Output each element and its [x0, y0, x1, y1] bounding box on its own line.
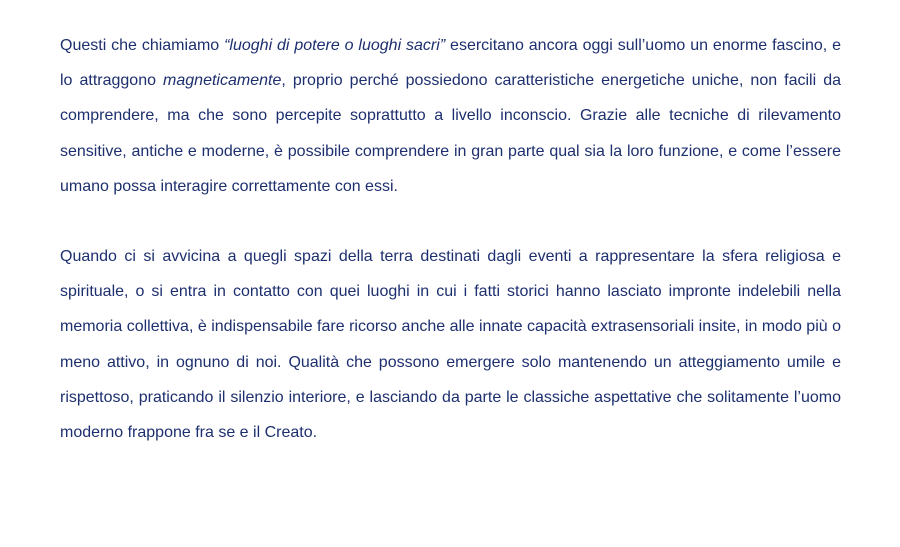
- paragraph-spazi-sacri: Quando ci si avvicina a quegli spazi della terra destinati dagli eventi a rappresentare la sfera religiosa e spirituale, o si entra in contatto con quei luoghi in cui i fatti storici hanno lasciato impronte indelebili nella memoria collettiva, è indispensabile fare ricorso anche alle innate capacità extrasensoriali insite, in modo più o meno attivo, in ognuno di noi. Qualità che possono emergere solo mantenendo un atteggiamento umile e rispettoso, praticando il silenzio interiore, e lasciando da parte le classiche aspettative che solitamente l’uomo moderno frappone fra se e il Creato.: [60, 248, 841, 442]
- paragraph-1-text-end: , proprio perché possiedono caratteristiche energetiche uniche, non facili da comprendere, ma che sono percepite soprattutto a livello inconscio. Grazie alle tecniche di rilevamento sensitive, antiche e moderne, è possibile comprendere in gran parte qual sia la loro funzione, e come l’essere umano possa interagire correttamente con essi.: [60, 72, 842, 195]
- document-body: [60, 28, 841, 450]
- paragraph-1-italic-quote: “luoghi di potere o luoghi sacri”: [224, 37, 446, 54]
- paragraph-1-text-middle: esercitano ancora oggi sull’uomo un enorme fascino, e lo attraggono: [60, 37, 841, 90]
- paragraph-1-text-start: Questi che chiamiamo: [60, 37, 225, 54]
- paragraph-1-italic-word: magneticamente: [163, 72, 282, 90]
- paragraph-luoghi-di-potere: [60, 28, 841, 204]
